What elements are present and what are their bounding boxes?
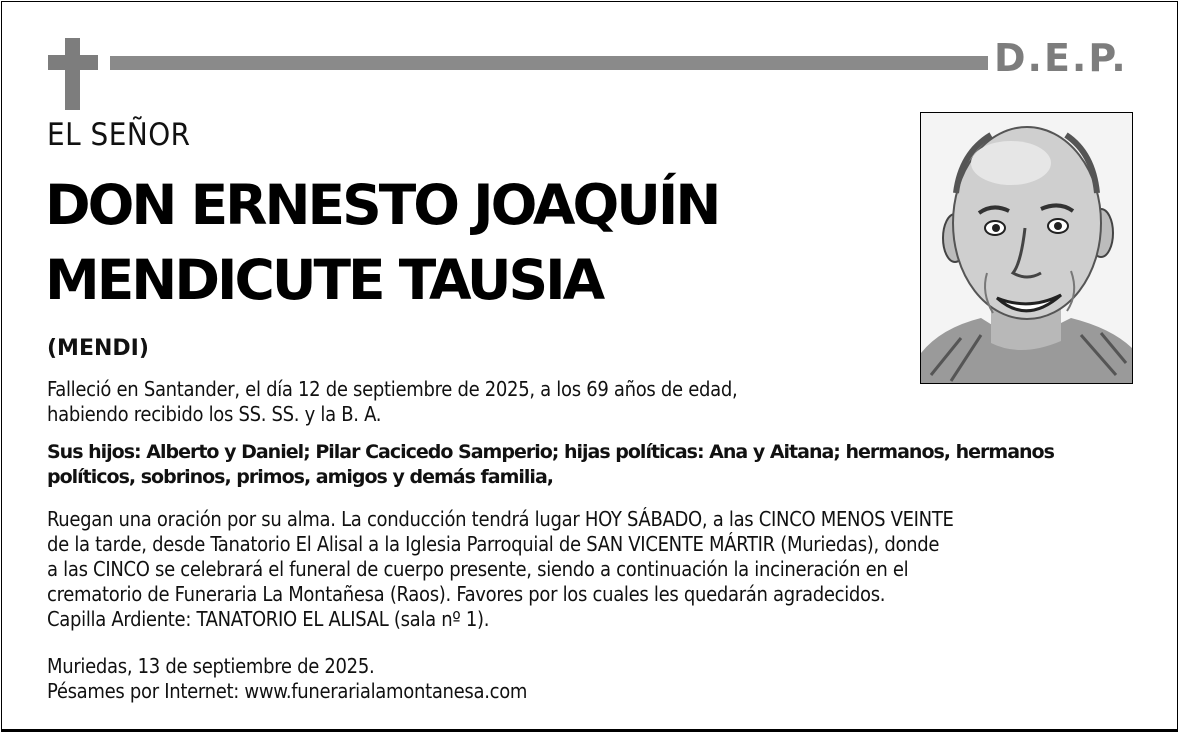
- death-line-1: Falleció en Santander, el día 12 de septiembre de 2025, a los 69 años de edad,: [47, 377, 738, 401]
- service-line-3: a las CINCO se celebrará el funeral de cuerpo presente, siendo a continuación la incineración en el: [47, 557, 909, 581]
- death-line-2: habiendo recibido los SS. SS. y la B. A.: [47, 402, 382, 426]
- portrait-photo: [920, 112, 1133, 384]
- name-line-1: DON ERNESTO JOAQUÍN: [45, 173, 719, 237]
- service-line-5: Capilla Ardiente: TANATORIO EL ALISAL (sala nº 1).: [47, 607, 490, 631]
- header-rule: [110, 56, 988, 70]
- place-date: Muriedas, 13 de septiembre de 2025.: [47, 654, 375, 678]
- service-line-1: Ruegan una oración por su alma. La conducción tendrá lugar HOY SÁBADO, a las CINCO MENOS VEINTE: [47, 507, 954, 531]
- service-paragraph: [47, 507, 954, 632]
- deceased-name: [45, 168, 718, 318]
- death-paragraph: [47, 377, 737, 427]
- family-line-1: Sus hijos: Alberto y Daniel; Pilar Cacicedo Samperio; hijas políticas: Ana y Aitana; hermanos, hermanos: [47, 441, 1054, 463]
- title-label: EL SEÑOR: [47, 117, 191, 153]
- dep-label: D.E.P.: [994, 36, 1128, 80]
- family-line-2: políticos, sobrinos, primos, amigos y demás familia,: [47, 466, 553, 488]
- nickname: (MENDI): [47, 336, 149, 361]
- family-paragraph: [47, 440, 1054, 490]
- name-line-2: MENDICUTE TAUSIA: [45, 248, 603, 312]
- cross-icon: [48, 38, 98, 110]
- closing-paragraph: [47, 654, 527, 704]
- service-line-4: crematorio de Funeraria La Montañesa (Raos). Favores por los cuales les quedarán agradecidos.: [47, 582, 886, 606]
- condolences-link: Pésames por Internet: www.funerarialamontanesa.com: [47, 679, 528, 703]
- service-line-2: de la tarde, desde Tanatorio El Alisal a la Iglesia Parroquial de SAN VICENTE MÁRTIR (Muriedas), donde: [47, 532, 940, 556]
